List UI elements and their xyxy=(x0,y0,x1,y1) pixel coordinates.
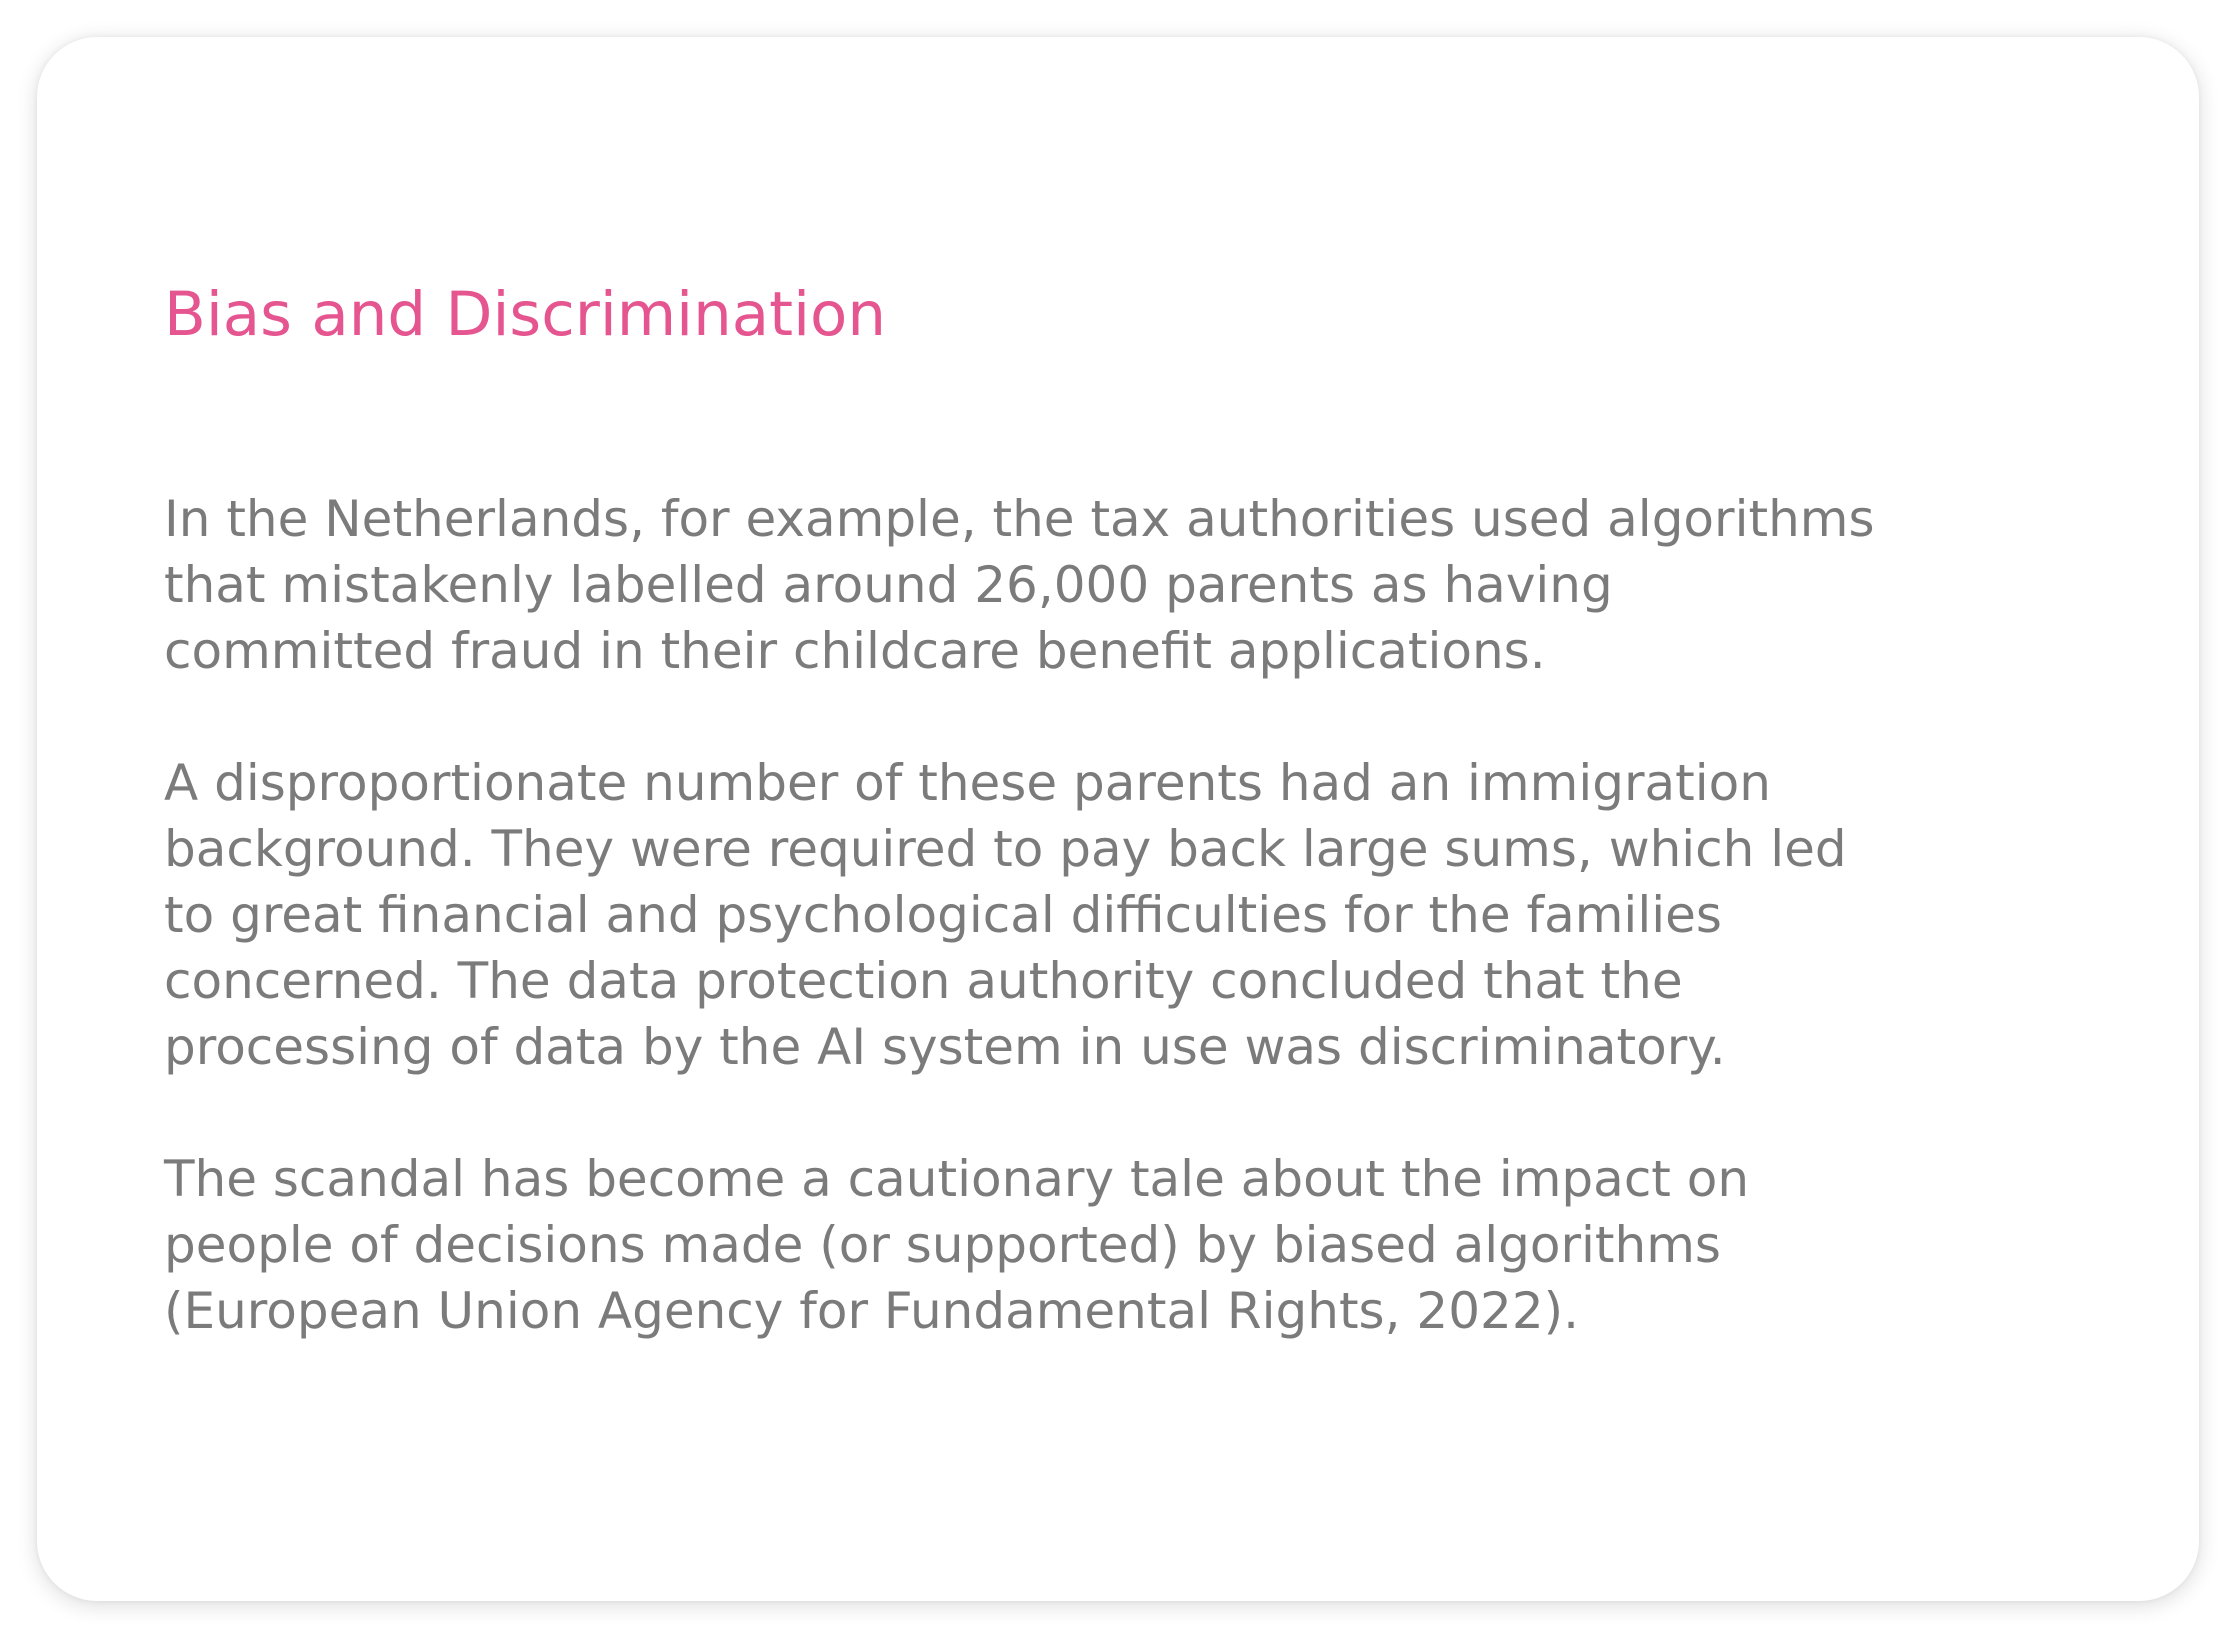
paragraph-line: to great financial and psychological difficulties for the families xyxy=(164,886,1722,944)
paragraph-cautionary-tale xyxy=(164,1146,1749,1344)
paragraph-line: people of decisions made (or supported) by biased algorithms xyxy=(164,1216,1721,1274)
paragraph-line: that mistakenly labelled around 26,000 parents as having xyxy=(164,556,1613,614)
paragraph-line: The scandal has become a cautionary tale about the impact on xyxy=(164,1150,1750,1208)
paragraph-line: concerned. The data protection authority concluded that the xyxy=(164,952,1683,1010)
content-card xyxy=(37,37,2199,1601)
paragraph-netherlands-example xyxy=(164,486,1875,684)
paragraph-line: A disproportionate number of these parents had an immigration xyxy=(164,754,1771,812)
paragraph-immigration-background xyxy=(164,750,1847,1080)
paragraph-line: committed fraud in their childcare benefit applications. xyxy=(164,622,1546,680)
paragraph-line: processing of data by the AI system in use was discriminatory. xyxy=(164,1018,1726,1076)
paragraph-line: In the Netherlands, for example, the tax authorities used algorithms xyxy=(164,490,1875,548)
paragraph-line: (European Union Agency for Fundamental Rights, 2022). xyxy=(164,1282,1580,1340)
paragraph-line: background. They were required to pay back large sums, which led xyxy=(164,820,1847,878)
section-heading: Bias and Discrimination xyxy=(164,279,887,350)
